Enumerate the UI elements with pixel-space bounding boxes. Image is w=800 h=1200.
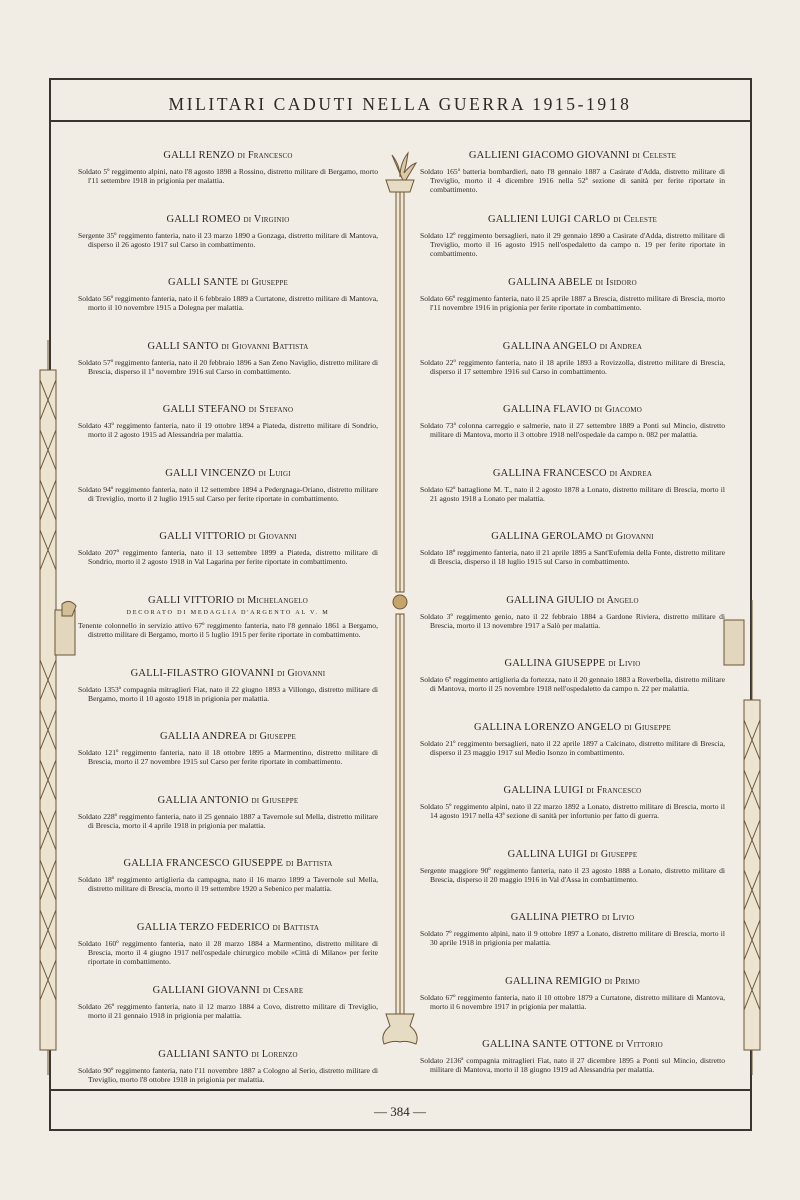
list-item — [78, 585, 378, 658]
list-item — [78, 521, 378, 585]
entry-parent: di Battista — [272, 921, 320, 933]
entry-name-line — [420, 214, 725, 225]
list-item — [78, 1039, 378, 1103]
entry-text: Soldato 22º reggimento fanteria, nato il 18 aprile 1893 a Rovizzolla, distretto militare di Brescia, disperso il 17 settembre 1916 sul Carso in combattimento. — [420, 357, 725, 376]
entry-text: Soldato 18º reggimento fanteria, nato il 21 aprile 1895 a Sant'Eufemia della Fonte, distretto militare di Brescia, disperso il 18 luglio 1915 sul Carso in combattimento. — [420, 548, 725, 566]
entry-parent: di Livio — [608, 658, 641, 669]
left-column — [78, 140, 378, 1102]
list-item — [78, 721, 378, 785]
entry-name: GALLINA LUIGI — [507, 848, 588, 860]
list-item — [420, 585, 725, 649]
entry-parent: di Giovanni — [248, 531, 297, 542]
entry-text: Soldato 228º reggimento fanteria, nato il 25 gennaio 1887 a Tavernole sul Mella, distretto militare di Brescia, morto il 4 aprile 1918 in prigionia per malattia. — [78, 811, 378, 830]
entry-text: Soldato 90º reggimento fanteria, nato l'11 novembre 1887 a Cologno al Serio, distretto militare di Treviglio, morto l'8 ottobre 1918 in prigionia per malattia. — [78, 1065, 378, 1084]
entry-name: GALLIANI GIOVANNI — [152, 985, 260, 996]
list-item — [78, 458, 378, 522]
entry-name-line — [78, 795, 378, 806]
entry-name: GALLINA ANGELO — [502, 340, 597, 352]
entry-name: GALLIENI LUIGI CARLO — [487, 213, 611, 225]
entry-name-line — [420, 1039, 725, 1050]
entry-parent: di Giuseppe — [624, 721, 672, 733]
entry-text: Soldato 21º reggimento bersaglieri, nato il 22 aprile 1897 a Calcinato, distretto militare di Brescia, disperso il 23 maggio 1917 sul Medio Isonzo in combattimento. — [420, 738, 725, 757]
list-item — [420, 331, 725, 395]
entry-name-line — [78, 985, 378, 996]
entry-parent: di Giuseppe — [251, 794, 299, 806]
entry-name-line — [78, 531, 378, 542]
entry-parent: di Celeste — [613, 213, 658, 225]
list-item — [78, 394, 378, 458]
entry-parent: di Michelangelo — [236, 594, 309, 606]
list-item — [78, 848, 378, 912]
entry-name: GALLI SANTO — [147, 340, 219, 352]
entry-text: Soldato 6º reggimento artiglieria da fortezza, nato il 20 gennaio 1883 a Roverbella, distretto militare di Mantova, morto il 25 novembre 1918 nell'ospedaletto da campo n. 22 per malattia. — [420, 675, 725, 693]
entry-text: Sergente maggiore 90º reggimento fanteria, nato il 23 agosto 1888 a Lonato, distretto militare di Brescia, disperso il 20 maggio 1916 in Val d'Assa in combattimento. — [420, 865, 725, 884]
entry-text: Soldato 56º reggimento fanteria, nato il 6 febbraio 1889 a Curtatone, distretto militare di Mantova, morto il 10 novembre 1915 a Dolegna per malattia. — [78, 294, 378, 312]
entry-text: Soldato 94º reggimento fanteria, nato il 12 settembre 1894 a Pedergnaga-Oriano, distretto militare di Treviglio, morto il 2 luglio 1915 sul Carso per ferite riportate in combattimento. — [78, 484, 378, 503]
entry-name: GALLIA FRANCESCO GIUSEPPE — [123, 858, 284, 869]
entry-name: GALLINA PIETRO — [510, 912, 600, 923]
entry-name-line — [420, 531, 725, 542]
entry-name-line — [78, 595, 378, 606]
entry-name-line — [420, 404, 725, 415]
list-item — [78, 912, 378, 976]
list-item — [78, 975, 378, 1039]
list-item — [420, 458, 725, 522]
entry-parent: di Giuseppe — [249, 731, 297, 742]
entry-text: Soldato 207º reggimento fanteria, nato il 13 settembre 1899 a Piateda, distretto militare di Sondrio, morto il 2 agosto 1918 in Val Lagarina per ferite riportate in combattimento. — [78, 548, 378, 566]
entry-text: Soldato 121º reggimento fanteria, nato il 18 ottobre 1895 a Marmentino, distretto militare di Brescia, morto il 27 novembre 1915 sul Carso per ferite riportate in combattimento. — [78, 748, 378, 766]
entry-name-line — [420, 722, 725, 733]
entry-name: GALLINA GIULIO — [506, 594, 594, 606]
entry-text: Soldato 57º reggimento fanteria, nato il 20 febbraio 1896 a San Zeno Naviglio, distretto militare di Brescia, disperso il 1º novembre 1916 sul Carso in combattimento. — [78, 357, 378, 376]
entry-parent: di Giovanni — [605, 531, 654, 542]
entry-parent: di Vittorio — [615, 1039, 663, 1050]
entry-name-line — [78, 858, 378, 869]
entry-name-line — [78, 1049, 378, 1060]
entry-text: Soldato 7º reggimento alpini, nato il 9 ottobre 1897 a Lonato, distretto militare di Brescia, morto il 30 aprile 1918 in prigionia per malattia. — [420, 929, 725, 947]
entry-parent: di Livio — [601, 912, 635, 923]
entry-name: GALLINA REMIGIO — [505, 975, 602, 987]
entry-name-line — [420, 976, 725, 987]
entry-text: Soldato 3º reggimento genio, nato il 22 febbraio 1884 a Gardone Riviera, distretto militare di Brescia, morto il 13 novembre 1917 a Salò per malattia. — [420, 611, 725, 630]
list-item — [78, 785, 378, 849]
entry-parent: di Battista — [285, 858, 333, 869]
entry-parent: di Giovanni — [277, 667, 326, 679]
entry-parent: di Andrea — [599, 340, 643, 352]
entry-text: Soldato 2136ª compagnia mitraglieri Fiat, nato il 27 dicembre 1895 a Ponti sul Mincio, distretto militare di Mantova, morto il 18 giugno 1919 ad Alessandria per malattia. — [420, 1056, 725, 1074]
entry-parent: di Andrea — [609, 467, 653, 479]
entry-parent: di Francesco — [586, 785, 642, 796]
entry-name-line — [78, 468, 378, 479]
list-item — [420, 966, 725, 1030]
entry-name: GALLIA ANDREA — [159, 731, 247, 742]
entry-name: GALLI STEFANO — [162, 404, 246, 415]
list-item — [78, 267, 378, 331]
entry-name: GALLINA FLAVIO — [503, 404, 592, 415]
entry-name: GALLINA SANTE OTTONE — [482, 1039, 614, 1050]
entry-name-line — [420, 277, 725, 288]
entry-name-line — [78, 341, 378, 352]
entry-name: GALLI VINCENZO — [165, 467, 256, 479]
entry-text: Soldato 43º reggimento fanteria, nato il 19 ottobre 1894 a Piateda, distretto militare di Sondrio, morto il 2 agosto 1915 ad Alessandria per malattia. — [78, 421, 378, 439]
list-item — [420, 140, 725, 204]
entry-name-line — [78, 404, 378, 415]
entry-text: Soldato 18º reggimento artiglieria da campagna, nato il 16 marzo 1899 a Tavernole sul Mella, distretto militare di Brescia, morto il 19 settembre 1920 a Sebenico per malattia. — [78, 875, 378, 893]
entry-name-line — [420, 150, 725, 161]
entry-parent: di Cesare — [262, 985, 304, 996]
entry-text: Soldato 1353ª compagnia mitraglieri Fiat, nato il 22 giugno 1893 a Villongo, distretto militare di Bergamo, morto il 10 agosto 1918 in prigionia per malattia. — [78, 684, 378, 703]
entry-text: Soldato 5º reggimento alpini, nato l'8 agosto 1898 a Rossino, distretto militare di Bergamo, morto l'11 settembre 1918 in prigionia per malattia. — [78, 167, 378, 185]
list-item — [420, 712, 725, 776]
entry-text: Soldato 160º reggimento fanteria, nato il 28 marzo 1884 a Marmentino, distretto militare di Brescia, morto il 4 giugno 1917 nell'ospedale chirurgico mobile «Città di Milano» per ferite riportate in combattimento. — [78, 938, 378, 966]
entry-parent: di Francesco — [237, 150, 293, 161]
entry-name: GALLI SANTE — [168, 277, 239, 288]
list-item — [78, 140, 378, 204]
list-item — [420, 394, 725, 458]
page-title: MILITARI CADUTI NELLA GUERRA 1915-1918 — [168, 94, 632, 114]
entry-text: Soldato 73ª colonna carreggio e salmerie, nato il 27 settembre 1889 a Ponti sul Mincio, distretto militare di Mantova, morto il 3 ottobre 1918 nell'ospedale da campo n. 082 per malattia. — [420, 421, 725, 439]
list-item — [78, 204, 378, 268]
entry-text: Soldato 5º reggimento alpini, nato il 22 marzo 1892 a Lonato, distretto militare di Brescia, morto il 14 agosto 1917 nella 43ª sezione di sanità per infortunio per fatto di guerra. — [420, 802, 725, 820]
entry-name-line — [420, 595, 725, 606]
entry-text: Soldato 12º reggimento bersaglieri, nato il 29 gennaio 1890 a Casirate d'Adda, distretto militare di Treviglio, morto il 16 agosto 1915 nell'ospedaletto da campo n. 19 per ferite riportate in combattimento. — [420, 230, 725, 258]
entry-name: GALLINA FRANCESCO — [492, 467, 607, 479]
entry-name-line — [420, 341, 725, 352]
list-item — [78, 658, 378, 722]
entry-name: GALLIENI GIACOMO GIOVANNI — [468, 150, 630, 161]
entry-name: GALLI VITTORIO — [159, 531, 246, 542]
entry-text: Tenente colonnello in servizio attivo 67º reggimento fanteria, nato l'8 gennaio 1861 a Bergamo, distretto militare di Bergamo, morto il 5 luglio 1915 per ferite riportate in combattimento. — [78, 620, 378, 639]
entry-name-line — [78, 731, 378, 742]
left-fasces-ornament — [40, 340, 76, 1075]
entry-name-line — [420, 658, 725, 669]
entry-parent: di Isidoro — [595, 277, 637, 288]
entry-parent: di Giuseppe — [241, 277, 288, 288]
list-item — [78, 331, 378, 395]
list-item — [420, 775, 725, 839]
entry-name: GALLI RENZO — [163, 150, 235, 161]
page-number: — 384 — — [374, 1104, 426, 1119]
entry-parent: di Virginio — [243, 213, 290, 225]
entry-text: Soldato 165ª batteria bombardieri, nato l'8 gennaio 1887 a Casirate d'Adda, distretto militare di Treviglio, morto il 4 dicembre 1916 nella 52ª sezione di sanità per ferite riportate in combattimento. — [420, 167, 725, 194]
entry-parent: di Giacomo — [594, 404, 642, 415]
entry-name-line — [78, 214, 378, 225]
entry-name: GALLINA GIUSEPPE — [504, 658, 606, 669]
entry-name-line — [420, 912, 725, 923]
entry-parent: di Giovanni Battista — [221, 340, 309, 352]
entry-name-line — [78, 277, 378, 288]
entry-parent: di Angelo — [596, 594, 639, 606]
entry-text: Soldato 26º reggimento fanteria, nato il 12 marzo 1884 a Covo, distretto militare di Treviglio, morto il 21 gennaio 1918 in prigionia per malattia. — [78, 1002, 378, 1020]
entry-name: GALLIA TERZO FEDERICO — [136, 921, 270, 933]
entry-name: GALLI VITTORIO — [147, 594, 235, 606]
center-torch-ornament — [383, 153, 417, 1044]
entry-name: GALLINA LUIGI — [503, 785, 584, 796]
entry-parent: di Lorenzo — [251, 1048, 298, 1060]
list-item — [420, 521, 725, 585]
entry-text: Soldato 66º reggimento fanteria, nato il 25 aprile 1887 a Brescia, distretto militare di Brescia, morto l'11 novembre 1916 in prigionia per ferite riportate in combattimento. — [420, 294, 725, 312]
list-item — [420, 267, 725, 331]
entry-decoration: DECORATO DI MEDAGLIA D'ARGENTO AL V. M — [126, 608, 330, 616]
list-item — [420, 839, 725, 903]
entry-text: Sergente 35º reggimento fanteria, nato il 23 marzo 1890 a Gonzaga, distretto militare di Mantova, disperso il 26 agosto 1917 sul Carso in combattimento. — [78, 230, 378, 249]
entry-text: Soldato 62º battaglione M. T., nato il 2 agosto 1878 a Lonato, distretto militare di Brescia, morto il 21 agosto 1918 a Lonato per malattia. — [420, 484, 725, 503]
entry-parent: di Giuseppe — [590, 848, 638, 860]
entry-name-line — [420, 468, 725, 479]
entry-name-line — [78, 668, 378, 679]
list-item — [420, 204, 725, 268]
entry-name: GALLI ROMEO — [166, 213, 241, 225]
entry-parent: di Luigi — [258, 467, 291, 479]
entry-name: GALLIANI SANTO — [158, 1048, 249, 1060]
entry-name-line — [78, 922, 378, 933]
entry-name: GALLI-FILASTRO GIOVANNI — [130, 667, 275, 679]
entry-parent: di Celeste — [632, 150, 677, 161]
list-item — [420, 648, 725, 712]
entry-name: GALLINA LORENZO ANGELO — [473, 721, 622, 733]
entry-name: GALLINA GEROLAMO — [491, 531, 603, 542]
entry-name: GALLINA ABELE — [508, 277, 593, 288]
entry-name: GALLIA ANTONIO — [157, 794, 249, 806]
entry-text: Soldato 67º reggimento fanteria, nato il 10 ottobre 1879 a Curtatone, distretto militare di Mantova, morto il 6 novembre 1917 in prigionia per malattia. — [420, 992, 725, 1011]
right-fasces-ornament — [724, 600, 760, 1075]
right-column — [420, 140, 725, 1093]
entry-name-line — [420, 785, 725, 796]
entry-name-line — [78, 150, 378, 161]
entry-parent: di Stefano — [248, 404, 294, 415]
entry-name-line — [420, 849, 725, 860]
entry-parent: di Primo — [604, 975, 640, 987]
list-item — [420, 902, 725, 966]
list-item — [420, 1029, 725, 1093]
